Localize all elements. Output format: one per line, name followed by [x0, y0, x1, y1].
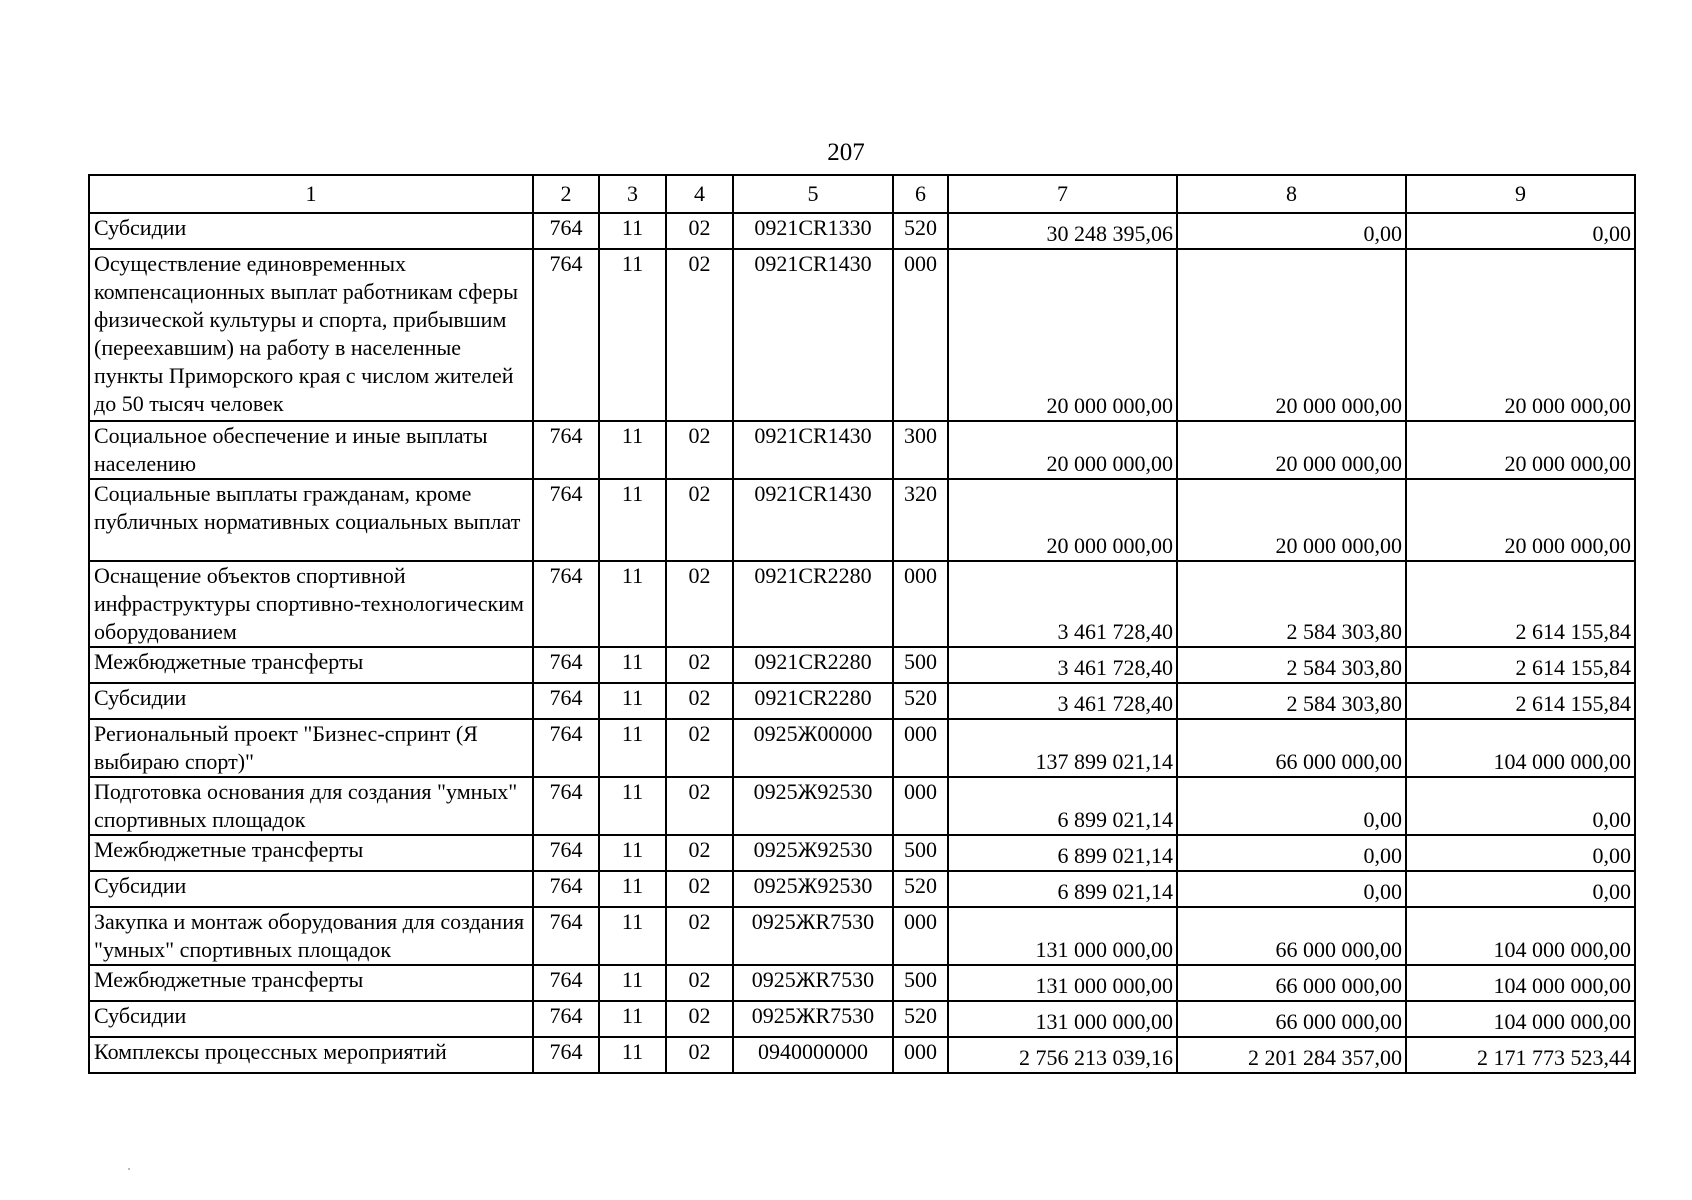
code-cell: 300 [893, 421, 948, 479]
code-cell: 11 [599, 965, 666, 1001]
table-row [89, 1037, 1635, 1073]
code-cell: 764 [533, 561, 599, 647]
table-row [89, 965, 1635, 1001]
code-cell: 0925ЖR7530 [733, 965, 893, 1001]
code-cell: 0925ЖR7530 [733, 907, 893, 965]
amount-cell: 0,00 [1177, 871, 1406, 907]
amount-cell: 104 000 000,00 [1406, 719, 1635, 777]
amount-cell: 2 756 213 039,16 [948, 1037, 1177, 1073]
code-cell: 0940000000 [733, 1037, 893, 1073]
table-row [89, 561, 1635, 647]
code-cell: 764 [533, 965, 599, 1001]
amount-cell: 131 000 000,00 [948, 965, 1177, 1001]
code-cell: 000 [893, 777, 948, 835]
code-cell: 11 [599, 871, 666, 907]
row-name-cell: Межбюджетные трансферты [89, 647, 533, 683]
code-cell: 11 [599, 561, 666, 647]
code-cell: 02 [666, 213, 733, 249]
amount-cell: 0,00 [1406, 777, 1635, 835]
code-cell: 11 [599, 479, 666, 561]
code-cell: 11 [599, 777, 666, 835]
column-header: 2 [533, 175, 599, 213]
amount-cell: 20 000 000,00 [1177, 249, 1406, 421]
code-cell: 764 [533, 871, 599, 907]
amount-cell: 66 000 000,00 [1177, 1001, 1406, 1037]
amount-cell: 2 201 284 357,00 [1177, 1037, 1406, 1073]
code-cell: 764 [533, 907, 599, 965]
amount-cell: 66 000 000,00 [1177, 965, 1406, 1001]
scan-artifact [128, 1168, 130, 1170]
code-cell: 764 [533, 719, 599, 777]
code-cell: 520 [893, 213, 948, 249]
row-name-cell: Субсидии [89, 213, 533, 249]
header-row [89, 175, 1635, 213]
amount-cell: 3 461 728,40 [948, 561, 1177, 647]
code-cell: 02 [666, 561, 733, 647]
amount-cell: 2 614 155,84 [1406, 561, 1635, 647]
code-cell: 0921CR2280 [733, 683, 893, 719]
code-cell: 000 [893, 1037, 948, 1073]
table-row [89, 719, 1635, 777]
amount-cell: 104 000 000,00 [1406, 965, 1635, 1001]
code-cell: 764 [533, 213, 599, 249]
code-cell: 500 [893, 647, 948, 683]
row-name-cell: Социальные выплаты гражданам, кроме публичных нормативных социальных выплат [89, 479, 533, 561]
code-cell: 500 [893, 835, 948, 871]
row-name-cell: Субсидии [89, 683, 533, 719]
code-cell: 0921CR1430 [733, 249, 893, 421]
code-cell: 02 [666, 683, 733, 719]
code-cell: 0921CR1430 [733, 479, 893, 561]
code-cell: 764 [533, 249, 599, 421]
code-cell: 0921CR2280 [733, 561, 893, 647]
table-row [89, 907, 1635, 965]
table-row [89, 835, 1635, 871]
table-row [89, 213, 1635, 249]
amount-cell: 20 000 000,00 [1406, 421, 1635, 479]
amount-cell: 3 461 728,40 [948, 647, 1177, 683]
row-name-cell: Закупка и монтаж оборудования для создания "умных" спортивных площадок [89, 907, 533, 965]
code-cell: 02 [666, 835, 733, 871]
amount-cell: 2 584 303,80 [1177, 647, 1406, 683]
row-name-cell: Социальное обеспечение и иные выплаты населению [89, 421, 533, 479]
amount-cell: 6 899 021,14 [948, 835, 1177, 871]
row-name-cell: Комплексы процессных мероприятий [89, 1037, 533, 1073]
row-name-cell: Подготовка основания для создания "умных" спортивных площадок [89, 777, 533, 835]
code-cell: 764 [533, 1037, 599, 1073]
code-cell: 500 [893, 965, 948, 1001]
amount-cell: 20 000 000,00 [1177, 421, 1406, 479]
amount-cell: 0,00 [1406, 871, 1635, 907]
budget-table [88, 174, 1636, 1074]
table-row [89, 871, 1635, 907]
row-name-cell: Оснащение объектов спортивной инфраструктуры спортивно-технологическим оборудованием [89, 561, 533, 647]
code-cell: 11 [599, 647, 666, 683]
amount-cell: 2 614 155,84 [1406, 647, 1635, 683]
code-cell: 02 [666, 421, 733, 479]
code-cell: 11 [599, 1001, 666, 1037]
code-cell: 02 [666, 479, 733, 561]
code-cell: 764 [533, 1001, 599, 1037]
table-row [89, 1001, 1635, 1037]
code-cell: 0925Ж92530 [733, 871, 893, 907]
code-cell: 02 [666, 249, 733, 421]
row-name-cell: Региональный проект "Бизнес-спринт (Я выбираю спорт)" [89, 719, 533, 777]
column-header: 8 [1177, 175, 1406, 213]
table-row [89, 479, 1635, 561]
amount-cell: 0,00 [1177, 835, 1406, 871]
code-cell: 02 [666, 647, 733, 683]
amount-cell: 66 000 000,00 [1177, 907, 1406, 965]
row-name-cell: Межбюджетные трансферты [89, 965, 533, 1001]
row-name-cell: Межбюджетные трансферты [89, 835, 533, 871]
code-cell: 764 [533, 647, 599, 683]
code-cell: 000 [893, 907, 948, 965]
amount-cell: 2 584 303,80 [1177, 683, 1406, 719]
code-cell: 764 [533, 683, 599, 719]
amount-cell: 104 000 000,00 [1406, 1001, 1635, 1037]
code-cell: 02 [666, 1001, 733, 1037]
amount-cell: 66 000 000,00 [1177, 719, 1406, 777]
code-cell: 11 [599, 421, 666, 479]
amount-cell: 0,00 [1177, 213, 1406, 249]
code-cell: 320 [893, 479, 948, 561]
code-cell: 000 [893, 249, 948, 421]
amount-cell: 131 000 000,00 [948, 1001, 1177, 1037]
amount-cell: 20 000 000,00 [1406, 479, 1635, 561]
amount-cell: 0,00 [1406, 835, 1635, 871]
column-header: 7 [948, 175, 1177, 213]
amount-cell: 30 248 395,06 [948, 213, 1177, 249]
amount-cell: 20 000 000,00 [1406, 249, 1635, 421]
code-cell: 11 [599, 683, 666, 719]
code-cell: 11 [599, 719, 666, 777]
amount-cell: 6 899 021,14 [948, 871, 1177, 907]
page-number: 207 [827, 139, 865, 166]
table-row [89, 777, 1635, 835]
code-cell: 11 [599, 249, 666, 421]
amount-cell: 20 000 000,00 [948, 421, 1177, 479]
code-cell: 02 [666, 965, 733, 1001]
amount-cell: 20 000 000,00 [948, 479, 1177, 561]
code-cell: 11 [599, 1037, 666, 1073]
column-header: 9 [1406, 175, 1635, 213]
table-row [89, 683, 1635, 719]
column-header: 4 [666, 175, 733, 213]
code-cell: 02 [666, 871, 733, 907]
code-cell: 764 [533, 777, 599, 835]
amount-cell: 0,00 [1177, 777, 1406, 835]
amount-cell: 2 584 303,80 [1177, 561, 1406, 647]
row-name-cell: Субсидии [89, 871, 533, 907]
code-cell: 02 [666, 907, 733, 965]
code-cell: 520 [893, 1001, 948, 1037]
amount-cell: 2 614 155,84 [1406, 683, 1635, 719]
code-cell: 11 [599, 213, 666, 249]
column-header: 3 [599, 175, 666, 213]
code-cell: 000 [893, 719, 948, 777]
column-header: 5 [733, 175, 893, 213]
amount-cell: 20 000 000,00 [1177, 479, 1406, 561]
code-cell: 11 [599, 907, 666, 965]
code-cell: 520 [893, 871, 948, 907]
column-header: 1 [89, 175, 533, 213]
amount-cell: 131 000 000,00 [948, 907, 1177, 965]
code-cell: 764 [533, 835, 599, 871]
row-name-cell: Субсидии [89, 1001, 533, 1037]
table-row [89, 421, 1635, 479]
code-cell: 0925Ж92530 [733, 835, 893, 871]
amount-cell: 2 171 773 523,44 [1406, 1037, 1635, 1073]
table-row [89, 249, 1635, 421]
code-cell: 0925Ж00000 [733, 719, 893, 777]
code-cell: 02 [666, 777, 733, 835]
column-header: 6 [893, 175, 948, 213]
code-cell: 0925ЖR7530 [733, 1001, 893, 1037]
amount-cell: 20 000 000,00 [948, 249, 1177, 421]
code-cell: 02 [666, 719, 733, 777]
table-row [89, 647, 1635, 683]
code-cell: 11 [599, 835, 666, 871]
amount-cell: 104 000 000,00 [1406, 907, 1635, 965]
amount-cell: 137 899 021,14 [948, 719, 1177, 777]
amount-cell: 0,00 [1406, 213, 1635, 249]
code-cell: 764 [533, 421, 599, 479]
row-name-cell: Осуществление единовременных компенсационных выплат работникам сферы физической культуры и спорта, прибывшим (переехавшим) на работу в населенные пункты Приморского края с числом жителей до 50 тысяч человек [89, 249, 533, 421]
code-cell: 000 [893, 561, 948, 647]
code-cell: 0921CR1430 [733, 421, 893, 479]
code-cell: 02 [666, 1037, 733, 1073]
code-cell: 764 [533, 479, 599, 561]
code-cell: 0921CR1330 [733, 213, 893, 249]
amount-cell: 3 461 728,40 [948, 683, 1177, 719]
amount-cell: 6 899 021,14 [948, 777, 1177, 835]
code-cell: 0925Ж92530 [733, 777, 893, 835]
code-cell: 0921CR2280 [733, 647, 893, 683]
code-cell: 520 [893, 683, 948, 719]
